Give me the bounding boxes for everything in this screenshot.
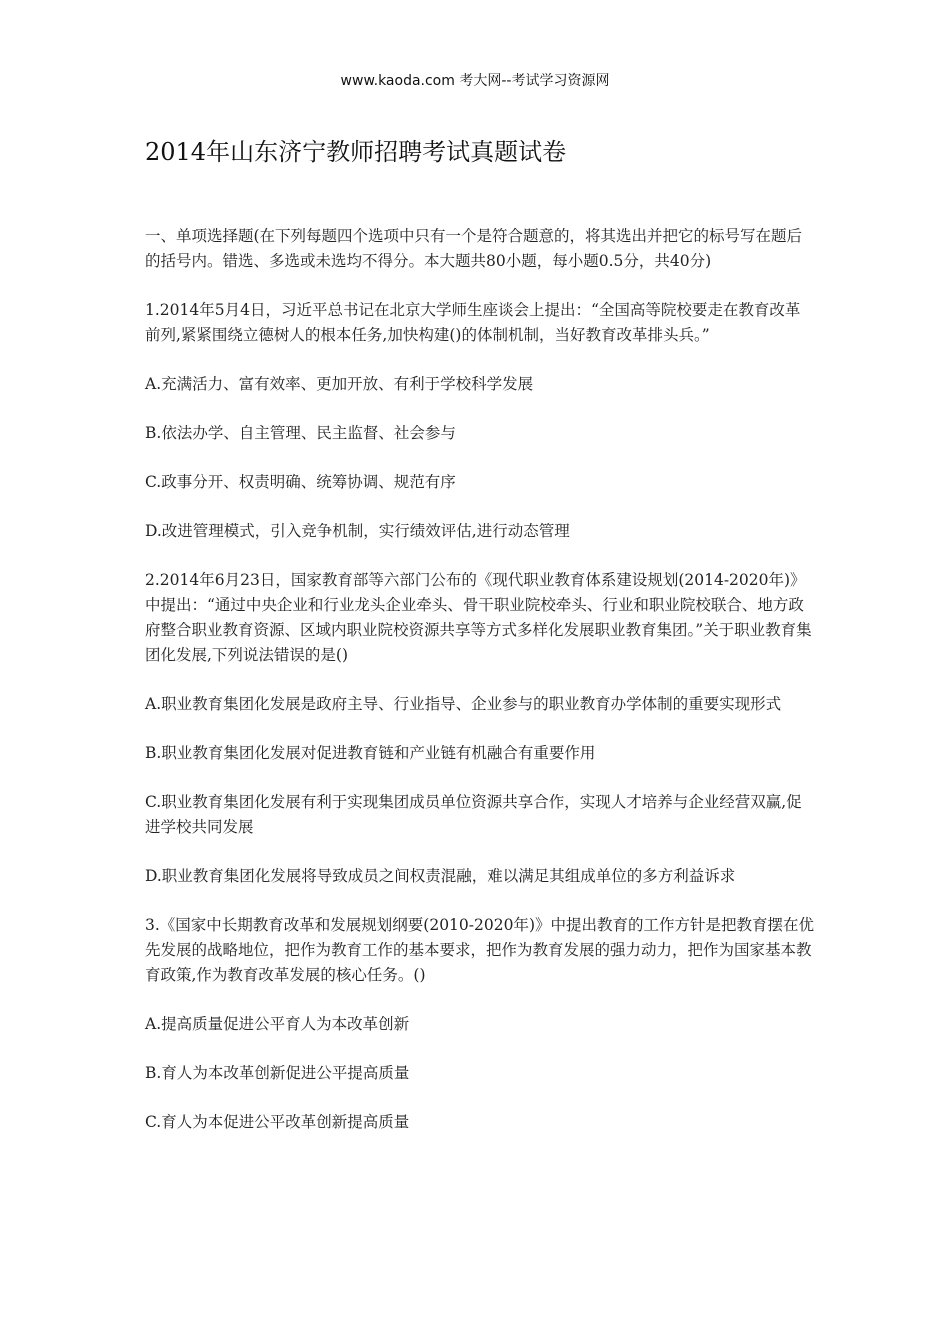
- question-3-option-c: C.育人为本促进公平改革创新提高质量: [145, 1113, 410, 1131]
- question-2-option-d: D.职业教育集团化发展将导致成员之间权责混融，难以满足其组成单位的多方利益诉求: [145, 867, 736, 885]
- section-heading: 一、单项选择题(在下列每题四个选项中只有一个是符合题意的，将其选出并把它的标号写在题后的括号内。错选、多选或未选均不得分。本大题共80小题，每小题0.5分，共40分): [145, 227, 803, 270]
- question-1-option-c: C.政事分开、权责明确、统筹协调、规范有序: [145, 473, 456, 491]
- question-3-option-b: B.育人为本改革创新促进公平提高质量: [145, 1064, 410, 1082]
- question-3-option-a: A.提高质量促进公平育人为本改革创新: [145, 1015, 410, 1033]
- question-2-option-c: C.职业教育集团化发展有利于实现集团成员单位资源共享合作，实现人才培养与企业经营双赢,促进学校共同发展: [145, 793, 802, 836]
- question-2-option-a: A.职业教育集团化发展是政府主导、行业指导、企业参与的职业教育办学体制的重要实现形式: [145, 695, 782, 713]
- document-title: 2014年山东济宁教师招聘考试真题试卷: [145, 138, 567, 166]
- question-2-option-b: B.职业教育集团化发展对促进教育链和产业链有机融合有重要作用: [145, 744, 596, 762]
- page-header-source: www.kaoda.com 考大网--考试学习资源网: [340, 73, 610, 89]
- exam-content: [145, 224, 815, 1159]
- question-2-stem: 2.2014年6月23日，国家教育部等六部门公布的《现代职业教育体系建设规划(2014-2020年)》中提出：“通过中央企业和行业龙头企业牵头、骨干职业院校牵头、行业和职业院校联合、地方政府整合职业教育资源、区域内职业院校资源共享等方式多样化发展职业教育集团。”关于职业教育集团化发展,下列说法错误的是(): [145, 571, 812, 664]
- question-1-option-d: D.改进管理模式，引入竞争机制，实行绩效评估,进行动态管理: [145, 522, 570, 540]
- question-1-option-b: B.依法办学、自主管理、民主监督、社会参与: [145, 424, 456, 442]
- question-1-option-a: A.充满活力、富有效率、更加开放、有利于学校科学发展: [145, 375, 534, 393]
- question-1-stem: 1.2014年5月4日，习近平总书记在北京大学师生座谈会上提出：“全国高等院校要走在教育改革前列,紧紧围绕立德树人的根本任务,加快构建()的体制机制，当好教育改革排头兵。”: [145, 301, 801, 344]
- question-3-stem: 3.《国家中长期教育改革和发展规划纲要(2010-2020年)》中提出教育的工作方针是把教育摆在优先发展的战略地位，把作为教育工作的基本要求，把作为教育发展的强力动力，把作为国家基本教育政策,作为教育改革发展的核心任务。(): [145, 916, 815, 984]
